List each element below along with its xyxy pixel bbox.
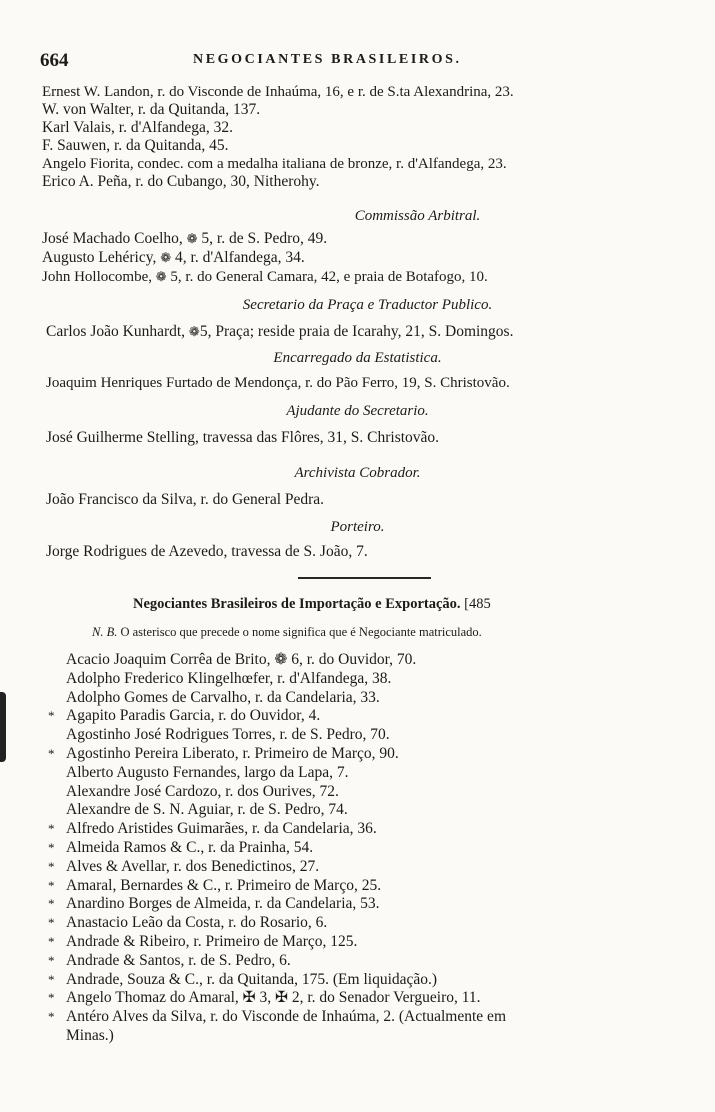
merchant-entry [48,670,391,688]
merchant-text: Agostinho José Rodrigues Torres, r. de S. Pedro, 70. [66,726,390,744]
merchant-entry [48,745,399,763]
archivist-entry: João Francisco da Silva, r. do General Pedra. [46,491,325,508]
merchant-text: Andrade, Souza & C., r. da Quitanda, 175. (Em liquidação.) [66,970,438,988]
statistics-entry: Joaquim Henriques Furtado de Mendonça, r. do Pão Ferro, 19, S. Christovão. [46,375,510,391]
top-entry: Erico A. Peña, r. do Cubango, 30, Nitherohy. [42,173,320,190]
merchant-text: Alexandre José Cardozo, r. dos Ourives, 72. [66,782,339,800]
merchant-text: Agostinho Pereira Liberato, r. Primeiro de Março, 90. [66,745,399,762]
top-entry: Angelo Fiorita, condec. com a medalha italiana de bronze, r. d'Alfandega, 23. [42,156,507,172]
merchant-text: Minas.) [66,1027,114,1044]
medal-icon: ❁ [188,324,200,339]
registered-asterisk: * [48,934,55,949]
merchant-text: Anastacio Leão da Costa, r. do Rosario, 6. [66,914,328,932]
commission-entry: Augusto Lehéricy, ❁ 4, r. d'Alfandega, 34. [42,249,305,266]
registered-asterisk: * [48,877,55,893]
merchant-entry [48,971,437,989]
top-entry: F. Sauwen, r. da Quitanda, 45. [42,137,229,154]
merchant-entry [48,820,377,838]
registered-asterisk: * [48,708,55,724]
merchant-text: Alberto Augusto Fernandes, largo da Lapa, 7. [66,763,349,781]
merchant-text: Andrade & Santos, r. de S. Pedro, 6. [66,951,291,969]
medal-icon: ❁ [155,269,167,284]
section-divider [298,577,431,579]
top-entry: W. von Walter, r. da Quitanda, 137. [42,101,261,118]
merchant-entry [48,707,320,725]
registered-asterisk: * [48,915,55,931]
registered-asterisk: * [48,858,55,874]
merchant-text: Angelo Thomaz do Amaral, ✠ 3, ✠ 2, r. do Senador Vergueiro, 11. [66,989,481,1007]
merchant-text: Acacio Joaquim Corrêa de Brito, ❁ 6, r. do Ouvidor, 70. [66,651,417,668]
registered-asterisk: * [48,971,55,987]
merchant-entry [48,914,327,932]
merchant-text: Amaral, Bernardes & C., r. Primeiro de Março, 25. [66,876,382,894]
section-heading: Encarregado da Estatistica. [273,350,442,366]
merchant-text: Almeida Ramos & C., r. da Prainha, 54. [66,839,314,856]
merchant-entry [48,783,339,801]
registered-asterisk: * [48,952,55,968]
registered-asterisk: * [48,990,55,1006]
merchant-entry [48,989,481,1007]
secretary-entry: Carlos João Kunhardt, ❁5, Praça; reside praia de Icarahy, 21, S. Domingos. [46,323,514,340]
merchant-entry [66,1027,114,1045]
merchant-entry [48,877,381,895]
section-heading: Commissão Arbitral. [354,208,481,224]
section-heading: Archivista Cobrador. [294,465,421,481]
merchant-entry [48,1008,506,1026]
merchant-text: Alfredo Aristides Guimarães, r. da Candelaria, 36. [66,820,377,838]
merchant-entry [48,764,349,782]
section-heading: Secretario da Praça e Traductor Publico. [242,297,493,313]
merchant-text: Adolpho Frederico Klingelhœfer, r. d'Alfandega, 38. [66,669,392,687]
merchant-entry [48,726,390,744]
porter-entry: Jorge Rodrigues de Azevedo, travessa de S. João, 7. [46,543,368,560]
registered-asterisk: * [48,821,55,837]
page-number: 664 [40,50,69,71]
medal-icon: ❁ [160,250,172,265]
merchant-text: Alexandre de S. N. Aguiar, r. de S. Pedro, 74. [66,801,348,819]
medal-icon: ❁ [186,231,198,246]
merchant-text: Antéro Alves da Silva, r. do Visconde de Inhaúma, 2. (Actualmente em [66,1008,506,1026]
commission-entry: John Hollocombe, ❁ 5, r. do General Camara, 42, e praia de Botafogo, 10. [42,269,488,285]
merchant-entry [48,952,291,970]
merchant-entry [48,839,313,857]
merchant-entry [48,933,357,951]
registered-asterisk: * [48,746,55,761]
merchant-entry [48,895,380,913]
merchant-entry [48,689,380,707]
page-edge-mark [0,692,6,762]
registered-asterisk: * [48,840,55,855]
running-title: NEGOCIANTES BRASILEIROS. [193,52,462,67]
assistant-entry: José Guilherme Stelling, travessa das Flôres, 31, S. Christovão. [46,429,440,446]
nota-bene: N. B. O asterisco que precede o nome significa que é Negociante matriculado. [92,625,482,639]
subsection-heading: Negociantes Brasileiros de Importação e Exportação. [485 [133,596,491,612]
merchant-entry [48,801,348,819]
registered-asterisk: * [48,896,55,912]
merchant-text: Agapito Paradis Garcia, r. do Ouvidor, 4. [66,707,321,725]
commission-entry: José Machado Coelho, ❁ 5, r. de S. Pedro, 49. [42,230,328,247]
section-heading: Porteiro. [330,519,385,535]
merchant-text: Andrade & Ribeiro, r. Primeiro de Março, 125. [66,933,358,950]
merchant-entry [48,651,416,669]
top-entry: Ernest W. Landon, r. do Visconde de Inhaúma, 16, e r. de S.ta Alexandrina, 23. [42,84,514,100]
registered-asterisk: * [48,1009,55,1025]
merchant-text: Anardino Borges de Almeida, r. da Candelaria, 53. [66,895,380,913]
section-heading: Ajudante do Secretario. [286,403,429,419]
merchant-text: Adolpho Gomes de Carvalho, r. da Candelaria, 33. [66,688,380,706]
top-entry: Karl Valais, r. d'Alfandega, 32. [42,119,234,136]
merchant-entry [48,858,319,876]
merchant-text: Alves & Avellar, r. dos Benedictinos, 27. [66,857,320,875]
